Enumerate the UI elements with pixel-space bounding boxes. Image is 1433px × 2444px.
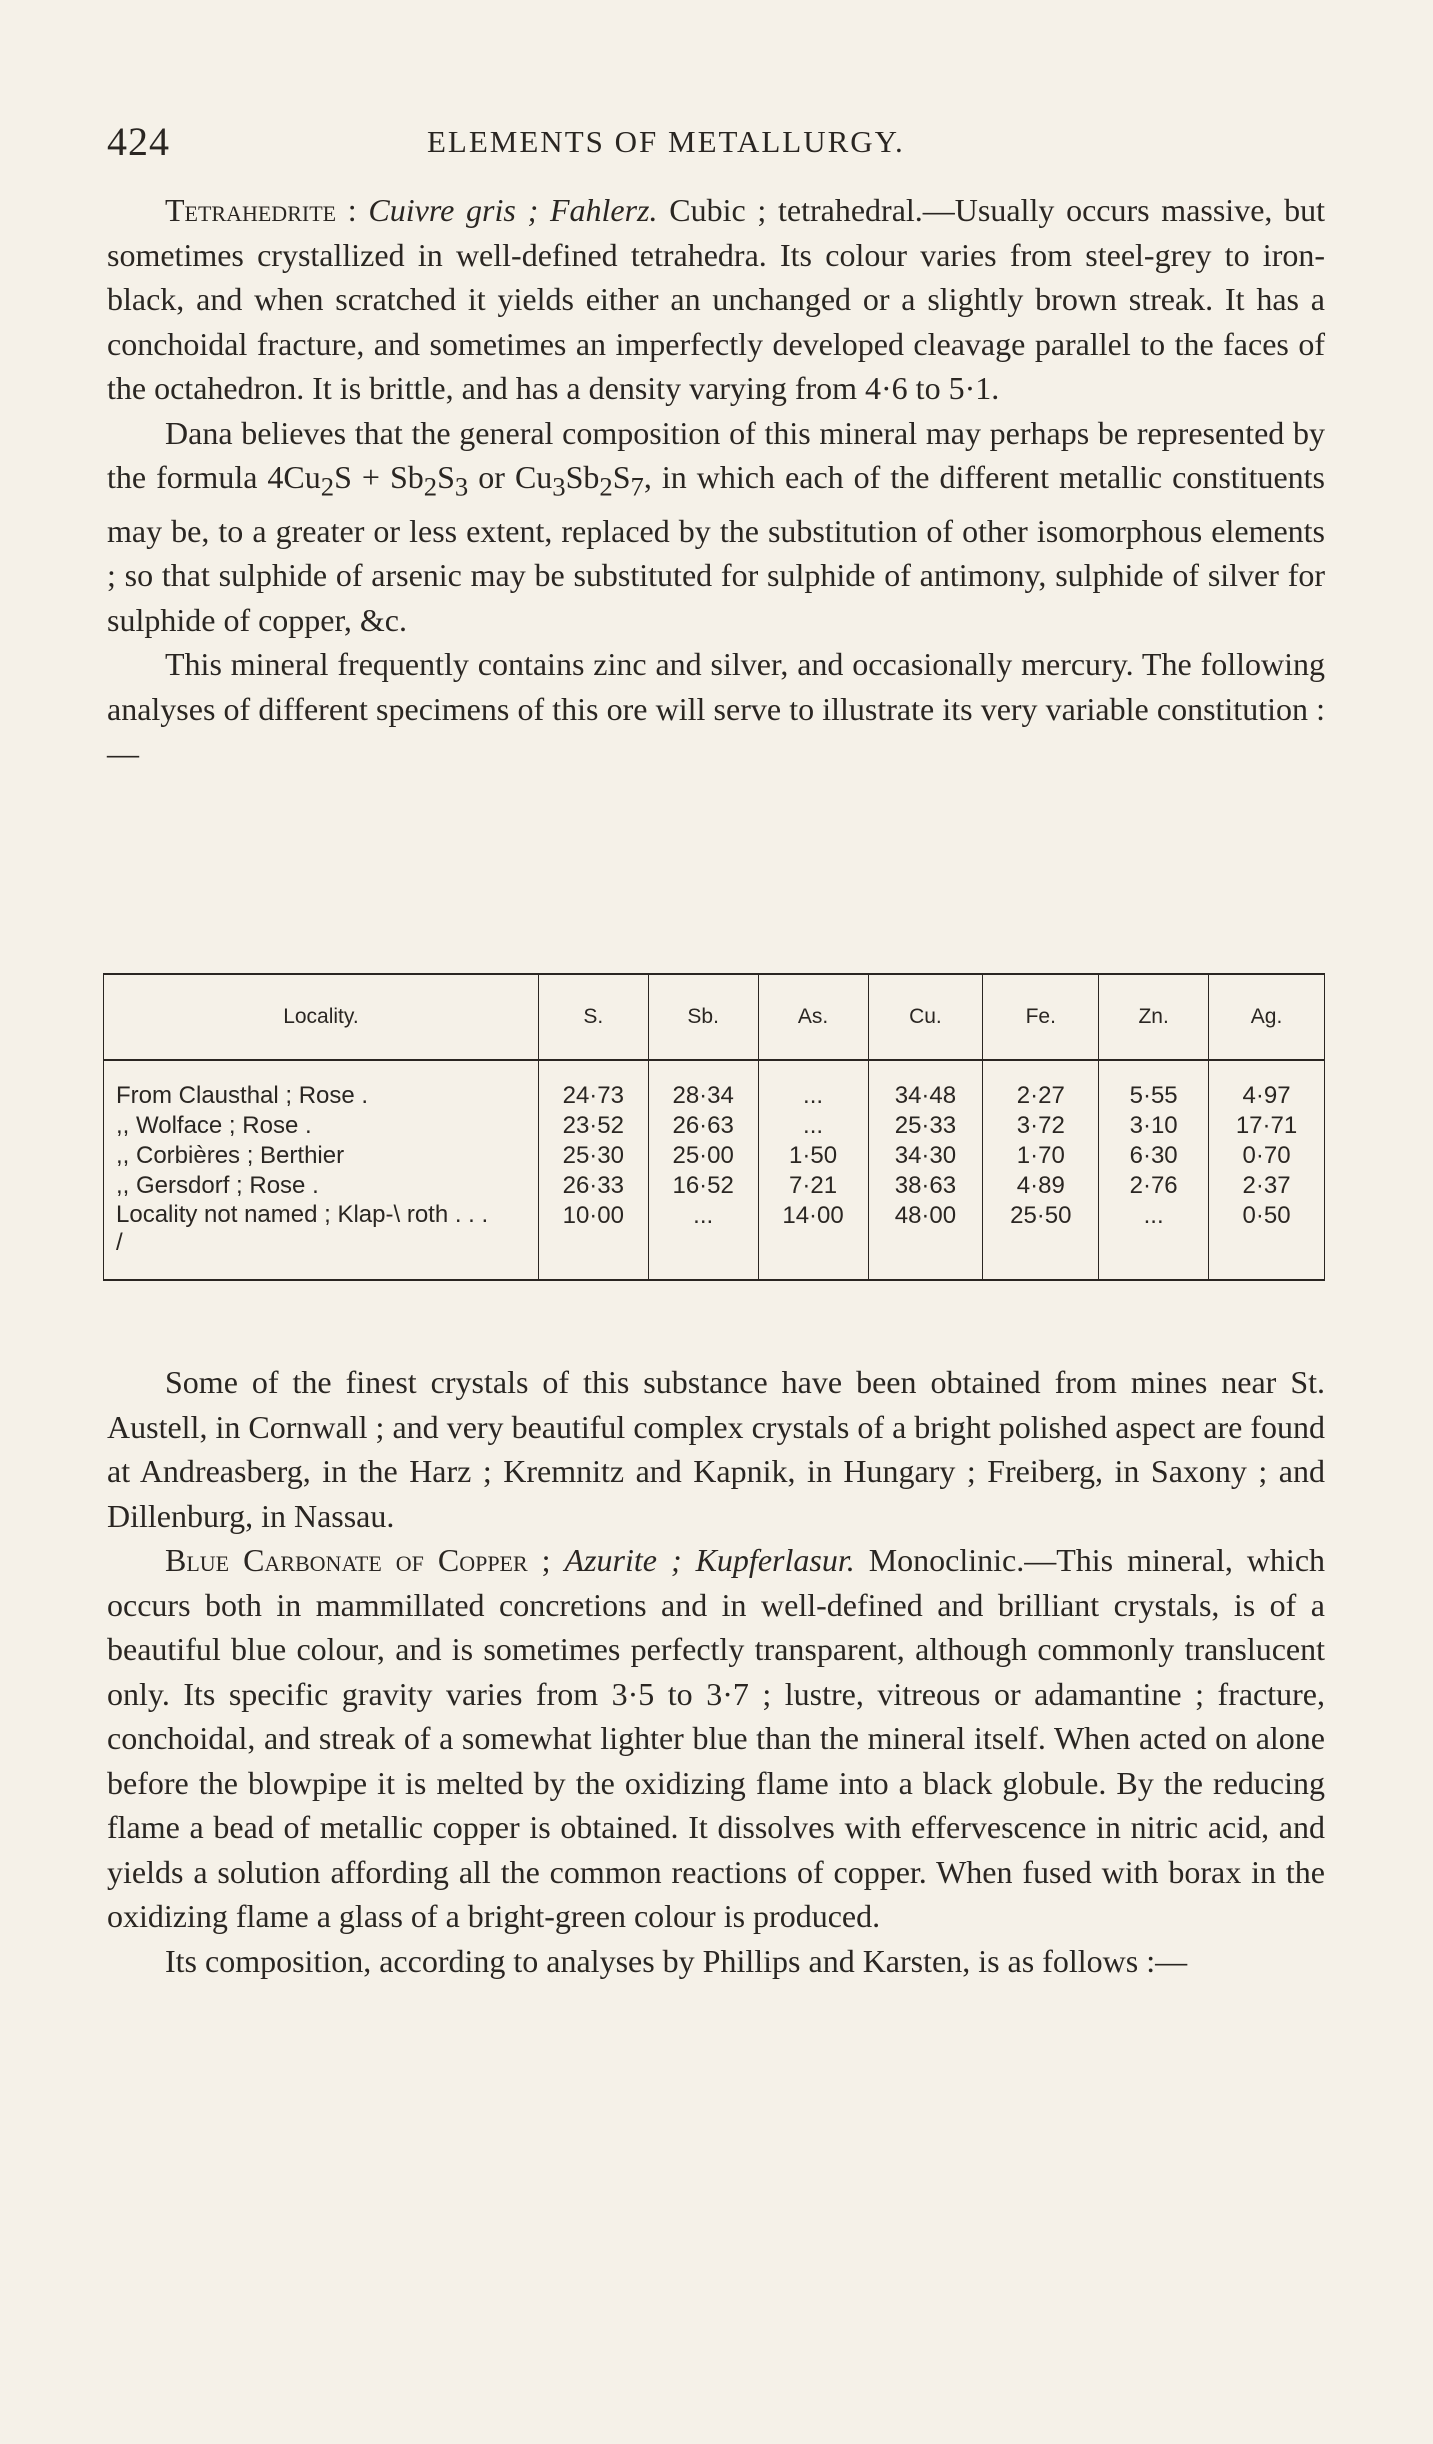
dana-formula-paragraph: Dana believes that the general composition of this mineral may perhaps be represented by the formula $4Cu_2S + Sb_2S_3$ or $Cu_3Sb_2S_7$, in which each of the different metallic constituents may be, to a greater or less extent, replaced by the substitution of other isomorphous elements ; so that sulphide of arsenic may be substituted for sulphide of antimony, sulphide of silver for sulphide of copper, &c.: [107, 414, 1326, 638]
value-cell: 0·70: [1209, 1141, 1325, 1171]
table-row: [104, 1171, 1325, 1201]
col-header-arsenic: As.: [758, 974, 868, 1060]
value-cell: 1·50: [758, 1141, 868, 1171]
value-cell: ...: [648, 1201, 758, 1280]
value-cell: 28·34: [648, 1060, 758, 1111]
value-cell: ...: [758, 1111, 868, 1141]
value-cell: 17·71: [1209, 1111, 1325, 1141]
value-cell: 38·63: [868, 1171, 983, 1201]
value-cell: 3·10: [1099, 1111, 1209, 1141]
tetrahedrite-description: Tetrahedrite : Cuivre gris ; Fahlerz. Cubic ; tetrahedral.—Usually occurs massive, but sometimes crystallized in well-defined tetrahedra. Its colour varies from steel-grey to iron-black, and when scratched it yields either an unchanged or a slightly brown streak. It has a conchoidal fracture, and sometimes an imperfectly developed cleavage parallel to the faces of the octahedron. It is brittle, and has a density varying from 4·6 to 5·1.: [107, 192, 1326, 406]
page-number: 424: [107, 119, 170, 164]
value-cell: ...: [758, 1060, 868, 1111]
analyses-table-wrap: [103, 973, 1325, 1281]
table-row: [104, 1060, 1325, 1111]
value-cell: 25·33: [868, 1111, 983, 1141]
value-cell: 7·21: [758, 1171, 868, 1201]
value-cell: ...: [1099, 1201, 1209, 1280]
col-header-antimony: Sb.: [648, 974, 758, 1060]
value-cell: 26·63: [648, 1111, 758, 1141]
azurite-description: Blue Carbonate of Copper ; Azurite ; Kupferlasur. Monoclinic.—This mineral, which occurs both in mammillated concretions and in well-defined and brilliant crystals, is of a beautiful blue colour, and is sometimes perfectly transparent, although commonly translucent only. Its specific gravity varies from 3·5 to 3·7 ; lustre, vitreous or adamantine ; fracture, conchoidal, and streak of a somewhat lighter blue than the mineral itself. When acted on alone before the blowpipe it is melted by the oxidizing flame into a black globule. By the reducing flame a bead of metallic copper is obtained. It dissolves with effervescence in nitric acid, and yields a solution affording all the common reactions of copper. When fused with borax in the oxidizing flame a glass of a bright-green colour is produced.: [107, 1542, 1326, 1934]
value-cell: 1·70: [983, 1141, 1099, 1171]
table-row: [104, 1201, 1325, 1280]
azurite-synonyms: Azurite ; Kupferlasur.: [564, 1542, 855, 1578]
value-cell: 3·72: [983, 1111, 1099, 1141]
locality-cell: From Clausthal ; Rose .: [104, 1060, 539, 1111]
locality-cell: ,, Wolface ; Rose .: [104, 1111, 539, 1141]
analyses-intro-paragraph: This mineral frequently contains zinc and silver, and occasionally mercury. The following analyses of different specimens of this ore will serve to illustrate its very variable constitution :—: [107, 646, 1325, 772]
locality-cell: ,, Corbières ; Berthier: [104, 1141, 539, 1171]
col-header-sulphur: S.: [538, 974, 648, 1060]
page-header: [107, 118, 1332, 168]
mineral-title-tetrahedrite: Tetrahedrite: [165, 192, 337, 228]
value-cell: 26·33: [538, 1171, 648, 1201]
value-cell: 24·73: [538, 1060, 648, 1111]
tetrahedrite-description-text: Cubic ; tetrahedral.—Usually occurs massive, but sometimes crystallized in well-defined tetrahedra. Its colour varies from steel-grey to iron-black, and when scratched it yields either an unchanged or a slightly brown streak. It has a conchoidal fracture, and sometimes an imperfectly developed cleavage parallel to the faces of the octahedron. It is brittle, and has a density varying from 4·6 to 5·1.: [107, 192, 1326, 406]
table-row: [104, 1141, 1325, 1171]
tetrahedrite-synonyms: Cuivre gris ; Fahlerz.: [368, 192, 658, 228]
azurite-section: [107, 1360, 1325, 1983]
table-row: [104, 1111, 1325, 1141]
tetrahedrite-localities-paragraph: Some of the finest crystals of this substance have been obtained from mines near St. Austell, in Cornwall ; and very beautiful complex crystals of a bright polished aspect are found at Andreasberg, in the Harz ; Kremnitz and Kapnik, in Hungary ; Freiberg, in Saxony ; and Dillenburg, in Nassau.: [107, 1364, 1325, 1534]
value-cell: 25·50: [983, 1201, 1099, 1280]
locality-text: Locality not named ; Klap-\ roth . . . /: [116, 1201, 489, 1256]
value-cell: 14·00: [758, 1201, 868, 1280]
value-cell: 25·00: [648, 1141, 758, 1171]
value-cell: 23·52: [538, 1111, 648, 1141]
value-cell: 48·00: [868, 1201, 983, 1280]
azurite-description-text: Monoclinic.—This mineral, which occurs both in mammillated concretions and in well-defined and brilliant crystals, is of a beautiful blue colour, and is sometimes perfectly transparent, although commonly translucent only. Its specific gravity varies from 3·5 to 3·7 ; lustre, vitreous or adamantine ; fracture, conchoidal, and streak of a somewhat lighter blue than the mineral itself. When acted on alone before the blowpipe it is melted by the oxidizing flame into a black globule. By the reducing flame a bead of metallic copper is obtained. It dissolves with effervescence in nitric acid, and yields a solution affording all the common reactions of copper. When fused with borax in the oxidizing flame a glass of a bright-green colour is produced.: [107, 1542, 1326, 1934]
value-cell: 16·52: [648, 1171, 758, 1201]
col-header-copper: Cu.: [868, 974, 983, 1060]
col-header-silver: Ag.: [1209, 974, 1325, 1060]
tetrahedrite-section: [107, 188, 1325, 776]
value-cell: 34·48: [868, 1060, 983, 1111]
col-header-locality: Locality.: [104, 974, 539, 1060]
value-cell: 25·30: [538, 1141, 648, 1171]
tetrahedrite-analyses-table: [103, 973, 1325, 1281]
value-cell: 5·55: [1099, 1060, 1209, 1111]
value-cell: 0·50: [1209, 1201, 1325, 1280]
locality-cell: ,, Gersdorf ; Rose .: [104, 1171, 539, 1201]
value-cell: 34·30: [868, 1141, 983, 1171]
azurite-composition-intro: Its composition, according to analyses by Phillips and Karsten, is as follows :—: [165, 1942, 1188, 1979]
mineral-title-blue-carbonate-of-copper: Blue Carbonate of Copper: [165, 1542, 528, 1578]
value-cell: 10·00: [538, 1201, 648, 1280]
value-cell: 2·37: [1209, 1171, 1325, 1201]
value-cell: 2·76: [1099, 1171, 1209, 1201]
col-header-iron: Fe.: [983, 974, 1099, 1060]
value-cell: 4·97: [1209, 1060, 1325, 1111]
table-header-row: [104, 974, 1325, 1060]
value-cell: 4·89: [983, 1171, 1099, 1201]
value-cell: 6·30: [1099, 1141, 1209, 1171]
running-title: ELEMENTS OF METALLURGY.: [427, 124, 905, 159]
locality-cell: [104, 1201, 539, 1280]
value-cell: 2·27: [983, 1060, 1099, 1111]
col-header-zinc: Zn.: [1099, 974, 1209, 1060]
